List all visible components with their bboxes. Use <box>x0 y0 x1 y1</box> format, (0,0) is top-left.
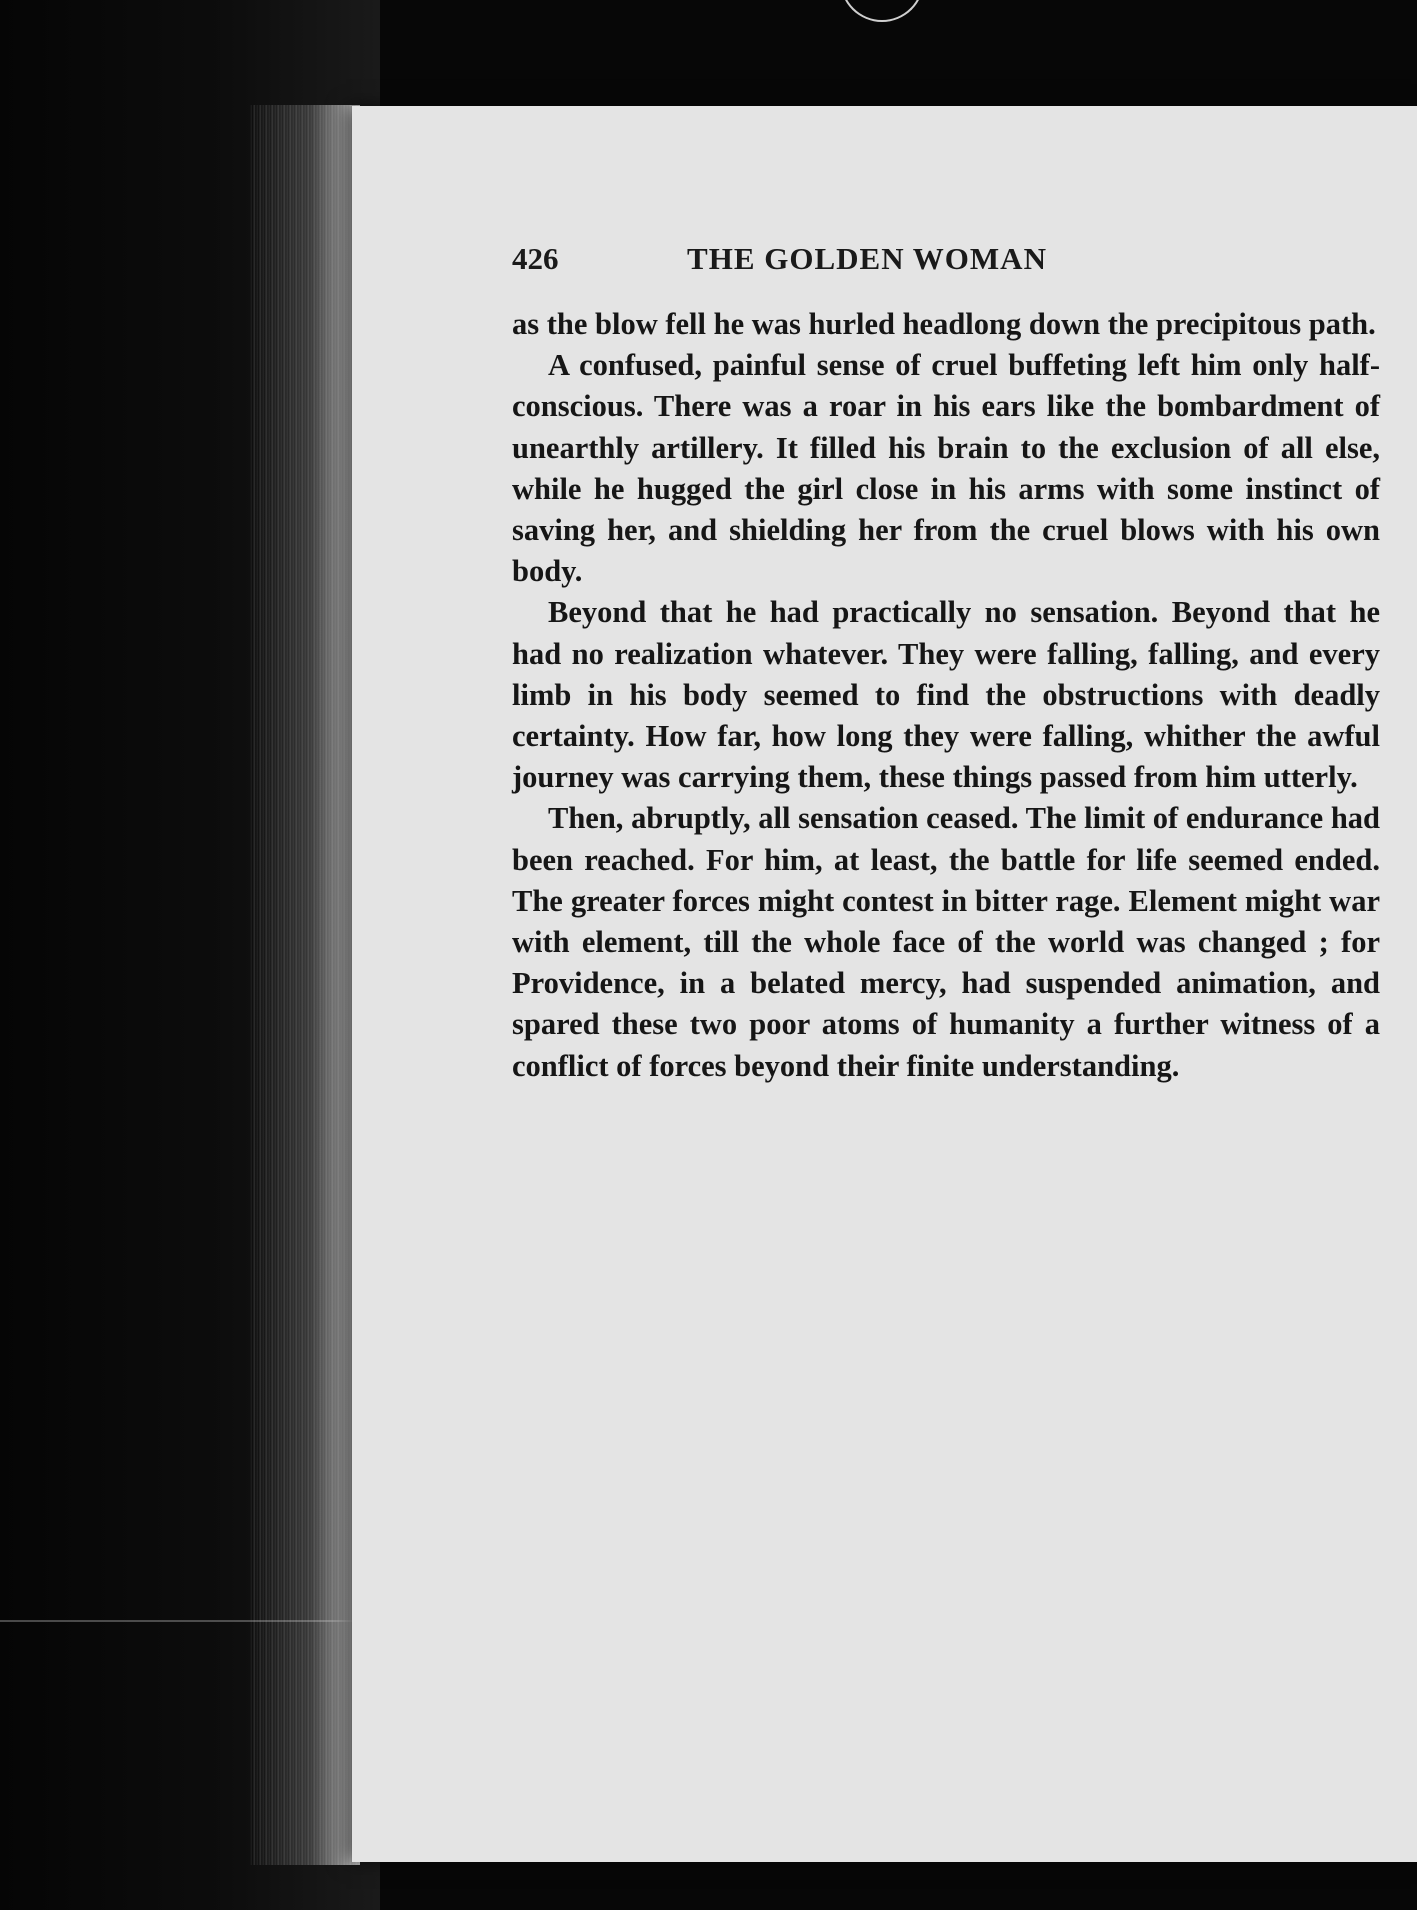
paragraph: A confused, painful sense of cruel buffeting left him only half-conscious. There was a roar in his ears like the bombardment of unearthly artillery. It filled his brain to the exclusion of all else, while he hugged the girl close in his arms with some instinct of saving her, and shielding her from the cruel blows with his own body. <box>512 348 1380 589</box>
body-text <box>512 304 1380 1087</box>
book-page <box>352 106 1417 1862</box>
running-title: THE GOLDEN WOMAN <box>687 241 1047 276</box>
scan-artifact-line <box>0 1620 360 1622</box>
paragraph: as the blow fell he was hurled headlong down the precipitous path. <box>512 307 1376 341</box>
page-number: 426 <box>512 241 559 276</box>
binding-curve <box>840 0 924 22</box>
page-edges <box>250 105 360 1865</box>
paragraph: Then, abruptly, all sensation ceased. The limit of endurance had been reached. For him, at least, the battle for life seemed ended. The greater forces might contest in bitter rage. Element might war with element, till the whole face of the world was changed ; for Providence, in a belated mercy, had suspended animation, and spared these two poor atoms of humanity a further witness of a conflict of forces beyond their finite understanding. <box>512 801 1380 1083</box>
paragraph: Beyond that he had practically no sensation. Beyond that he had no realization whatever. They were falling, falling, and every limb in his body seemed to find the obstructions with deadly certainty. How far, how long they were falling, whither the awful journey was carrying them, these things passed from him utterly. <box>512 595 1380 795</box>
